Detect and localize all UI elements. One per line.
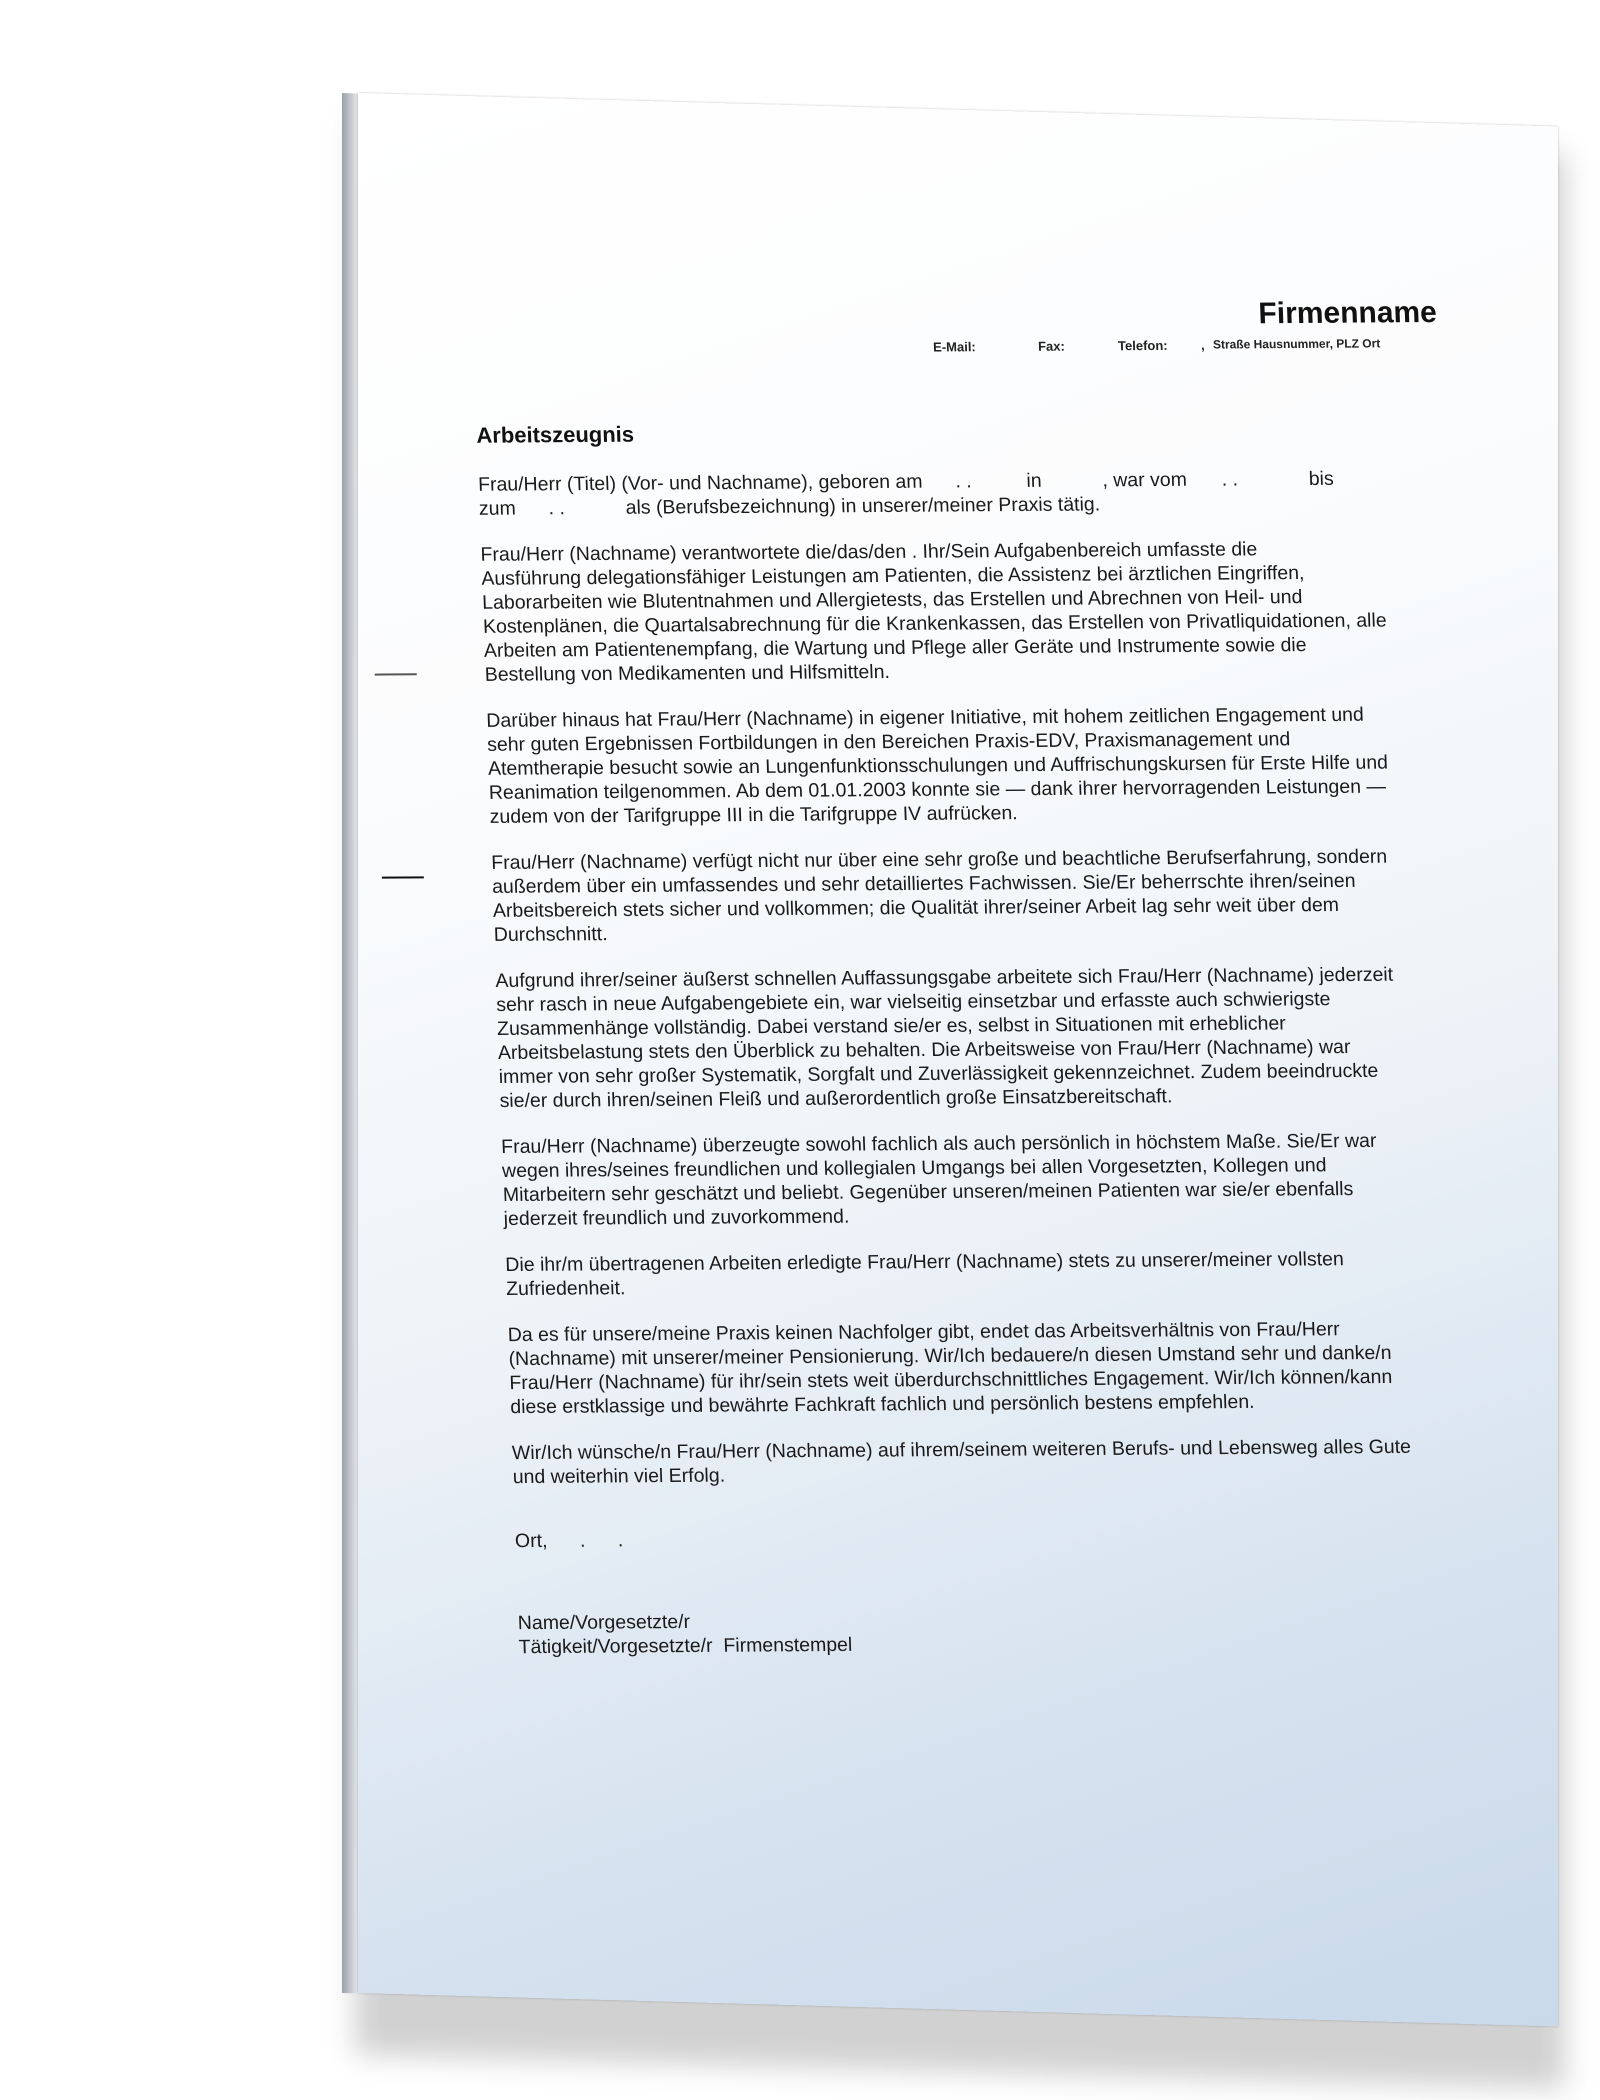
punch-mark — [382, 876, 424, 878]
date-placeholder: . . — [548, 497, 566, 520]
company-address: Straße Hausnummer, PLZ Ort — [1212, 336, 1381, 352]
text-line: sehr rasch in neue Aufgabengebiete ein, war vielseitig einsetzbar und erfasste auch schwierigste — [495, 988, 1331, 1016]
document-sheet — [358, 93, 1558, 2027]
fax-label: Fax: — [1037, 338, 1066, 354]
text-fragment: zum — [478, 497, 517, 520]
paragraph-closing — [511, 1435, 1412, 1489]
text-line: außerdem über ein umfassendes und sehr detailliertes Fachwissen. Sie/Er beherrschte ihren/seinen — [491, 869, 1356, 898]
paragraph-performance — [495, 963, 1399, 1113]
text-line: Arbeiten am Patientenempfang, die Wartung und Pflege aller Geräte und Instrumente sowie die — [483, 634, 1307, 662]
text-line: immer von sehr großer Systematik, Sorgfalt und Zuverlässigkeit gekennzeichnet. Zudem beeindruckte — [498, 1059, 1379, 1088]
paragraph-summary — [505, 1247, 1406, 1301]
signature-block — [515, 1523, 1419, 1659]
text-line: Die ihr/m übertragenen Arbeiten erledigte Frau/Herr (Nachname) stets zu unserer/meiner vollsten — [504, 1248, 1345, 1277]
paragraph-training — [486, 703, 1390, 829]
text-line: sehr guten Ergebnissen Fortbildungen in den Bereichen Praxis-EDV, Praxismanagement und — [486, 728, 1291, 756]
date-placeholder: . . — [954, 470, 973, 493]
text-fragment: als (Berufsbezeichnung) in unserer/meiner Praxis tätig. — [625, 493, 1101, 519]
text-line: (Nachname) mit unserer/meiner Pensionierung. Wir/Ich bedauere/n diesen Umstand sehr und danke/n — [508, 1341, 1392, 1371]
text-line: Bestellung von Medikamenten und Hilfsmitteln. — [484, 660, 891, 686]
text-line: Aufgrund ihrer/seiner äußerst schnellen Auffassungsgabe arbeitete sich Frau/Herr (Nachname) jederzeit — [495, 963, 1394, 992]
text-line: Mitarbeitern sehr geschätzt und beliebt. Gegenüber unseren/meinen Patienten war sie/er ebenfalls — [502, 1178, 1354, 1207]
paragraph-expertise — [491, 845, 1394, 947]
signature-role: Tätigkeit/Vorgesetzte/r Firmenstempel — [518, 1633, 853, 1659]
place-date: Ort, . . — [514, 1529, 624, 1553]
email-label: E-Mail: — [932, 339, 976, 355]
company-name: Firmenname — [1257, 295, 1438, 331]
text-line: Zufriedenheit. — [505, 1277, 626, 1301]
text-line: sie/er durch ihren/seinen Fleiß und außerordentlich große Einsatzbereitschaft. — [499, 1085, 1173, 1112]
text-line: jederzeit freundlich und zuvorkommend. — [503, 1205, 850, 1231]
text-fragment: Frau/Herr (Titel) (Vor- und Nachname), geboren am — [477, 470, 923, 496]
text-line: zudem von der Tarifgruppe III in die Tarifgruppe IV aufrücken. — [489, 802, 1019, 828]
text-line: wegen ihres/seines freundlichen und kollegialen Umgangs bei allen Vorgesetzten, Kollegen und — [501, 1154, 1327, 1183]
text-line: Reanimation teilgenommen. Ab dem 01.01.2003 konnte sie — dank ihrer hervorragenden Leistungen — — [488, 775, 1387, 804]
text-line: Laborarbeiten wie Blutentnahmen und Allergietests, das Erstellen und Abrechnen von Heil- und — [481, 586, 1303, 614]
contact-line — [933, 336, 1434, 364]
paragraph-intro — [478, 466, 1379, 520]
phone-label: Telefon: — [1117, 337, 1168, 354]
text-line: Arbeitsbelastung stets den Überblick zu behalten. Die Arbeitsweise von Frau/Herr (Nachname) war — [497, 1036, 1351, 1064]
text-line — [479, 490, 1379, 520]
text-line: Atemtherapie besucht sowie an Lungenfunktionsschulungen und Auffrischungskursen für Erste Hilfe und — [487, 751, 1389, 780]
text-line: Frau/Herr (Nachname) überzeugte sowohl fachlich als auch persönlich in höchstem Maße. Sie/Er war — [500, 1129, 1377, 1159]
text-line: diese erstklassige und bewährte Fachkraft fachlich und persönlich bestens empfehlen. — [509, 1390, 1255, 1419]
text-fragment: , war vom — [1102, 468, 1188, 492]
contact-separator: , — [1200, 337, 1205, 353]
text-line: Durchschnitt. — [493, 923, 608, 946]
paragraph-termination — [507, 1317, 1410, 1419]
text-fragment: in — [1026, 469, 1042, 492]
text-line: Zusammenhänge vollständig. Dabei verstand sie/er es, selbst in Situationen mit erheblicher — [496, 1012, 1287, 1040]
signature-name: Name/Vorgesetzte/r — [517, 1610, 691, 1635]
text-line: Wir/Ich wünsche/n Frau/Herr (Nachname) auf ihrem/seinem weiteren Berufs- und Lebensweg alles Gute — [511, 1435, 1412, 1465]
text-line: Frau/Herr (Nachname) verfügt nicht nur über eine sehr große und beachtliche Berufserfahrung, sondern — [490, 845, 1388, 874]
document-title: Arbeitszeugnis — [475, 421, 635, 448]
paragraph-conduct — [501, 1129, 1404, 1231]
text-line: Kostenplänen, die Quartalsabrechnung für die Krankenkassen, das Erstellen von Privatliquidationen, alle — [482, 609, 1387, 638]
text-line: Frau/Herr (Nachname) verantwortete die/das/den . Ihr/Sein Aufgabenbereich umfasste die — [480, 538, 1258, 566]
text-line: Arbeitsbereich stets sicher und vollkommen; die Qualität ihrer/seiner Arbeit lag sehr weit über dem — [492, 894, 1340, 922]
paragraph-duties — [480, 536, 1387, 686]
date-placeholder: . . — [1221, 468, 1239, 491]
text-line: Da es für unsere/meine Praxis keinen Nachfolger gibt, endet das Arbeitsverhältnis von Frau/Herr — [507, 1318, 1341, 1347]
text-line: Frau/Herr (Nachname) für ihr/sein stets weit überdurchschnittliches Engagement. Wir/Ich können/kann — [509, 1365, 1393, 1395]
document-body — [478, 466, 1419, 1659]
text-line: und weiterhin viel Erfolg. — [512, 1464, 726, 1489]
document-content — [325, 105, 1591, 2014]
fold-mark — [375, 673, 417, 675]
text-fragment: bis — [1308, 467, 1335, 490]
text-line: Ausführung delegationsfähiger Leistungen am Patienten, die Assistenz bei ärztlichen Eingriffen, — [481, 562, 1305, 590]
text-line: Darüber hinaus hat Frau/Herr (Nachname) in eigener Initiative, mit hohem zeitlichen Engagement und — [485, 703, 1365, 732]
